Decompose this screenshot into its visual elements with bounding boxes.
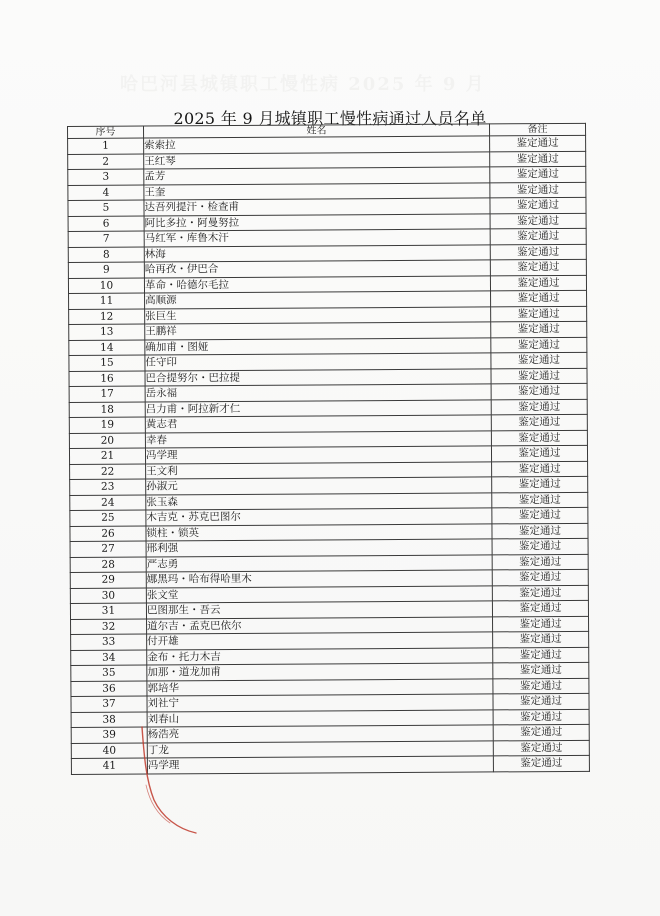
row-note: 鉴定通过 [493,709,589,725]
row-name: 道尔吉・孟克巴依尔 [147,616,493,634]
row-note: 鉴定通过 [491,399,587,415]
row-number: 26 [70,526,146,542]
row-name: 王鹏祥 [145,322,491,340]
row-note: 鉴定通过 [492,569,588,585]
row-name: 王红琴 [144,151,490,169]
row-name: 岳永福 [145,384,491,402]
row-note: 鉴定通过 [493,662,589,678]
row-note: 鉴定通过 [490,275,586,291]
row-number: 24 [70,495,146,511]
row-note: 鉴定通过 [490,151,586,167]
row-number: 25 [70,510,146,526]
row-number: 17 [69,386,145,402]
row-note: 鉴定通过 [493,616,589,632]
row-number: 31 [70,603,146,619]
row-name: 吕力甫・阿拉新才仁 [145,399,491,417]
row-name: 张玉森 [146,492,492,510]
row-note: 鉴定通过 [490,228,586,244]
row-number: 39 [71,727,147,743]
row-note: 鉴定通过 [490,166,586,182]
row-name: 娜黑玛・哈布得哈里木 [146,570,492,588]
row-number: 15 [69,355,145,371]
row-note: 鉴定通过 [491,445,587,461]
row-name: 冯学理 [145,446,491,464]
row-note: 鉴定通过 [491,306,587,322]
document-title: 2025 年 9 月城镇职工慢性病通过人员名单 [173,109,487,128]
row-name: 锁柱・锁英 [146,523,492,541]
row-name: 孟芳 [144,167,490,185]
row-number: 9 [68,262,144,278]
row-name: 高顺源 [145,291,491,309]
row-number: 18 [69,402,145,418]
row-note: 鉴定通过 [491,352,587,368]
signature-mark [140,725,200,835]
row-number: 5 [68,200,144,216]
row-name: 任守印 [145,353,491,371]
row-name: 王奎 [144,182,490,200]
row-number: 20 [69,433,145,449]
row-name: 林海 [144,244,490,262]
row-number: 14 [69,340,145,356]
row-number: 41 [71,758,147,774]
row-name: 阿比多拉・阿曼努拉 [144,213,490,231]
row-name: 哈再孜・伊巴合 [144,260,490,278]
row-name: 马红军・库鲁木汗 [144,229,490,247]
row-note: 鉴定通过 [492,538,588,554]
row-note: 鉴定通过 [492,492,588,508]
row-name: 巴图那生・吾云 [146,601,492,619]
row-note: 鉴定通过 [492,461,588,477]
roster-table [67,123,590,775]
bleed-through-text [120,70,560,94]
row-name: 加那・道龙加甫 [147,663,493,681]
row-number: 19 [69,417,145,433]
row-name: 郭培华 [147,678,493,696]
row-name: 孙淑元 [146,477,492,495]
row-number: 10 [68,278,144,294]
row-number: 22 [70,464,146,480]
row-number: 13 [69,324,145,340]
header-note: 备注 [489,123,585,136]
row-note: 鉴定通过 [492,476,588,492]
row-name: 木吉克・苏克巴图尔 [146,508,492,526]
row-number: 1 [68,138,144,154]
row-number: 29 [70,572,146,588]
row-note: 鉴定通过 [492,523,588,539]
row-name: 冯学理 [147,756,493,774]
row-note: 鉴定通过 [491,321,587,337]
row-name: 黄志君 [145,415,491,433]
row-number: 21 [69,448,145,464]
row-note: 鉴定通过 [490,244,586,260]
row-note: 鉴定通过 [490,197,586,213]
row-number: 35 [71,665,147,681]
row-note: 鉴定通过 [492,585,588,601]
row-name: 巴合提努尔・巴拉提 [145,368,491,386]
row-number: 34 [71,650,147,666]
row-number: 37 [71,696,147,712]
row-name: 杨浩亮 [147,725,493,743]
row-note: 鉴定通过 [493,724,589,740]
row-name: 邢利强 [146,539,492,557]
row-name: 达吾列提汗・检查甫 [144,198,490,216]
row-note: 鉴定通过 [493,678,589,694]
row-name: 金布・托力木吉 [147,647,493,665]
row-name: 张巨生 [145,306,491,324]
row-number: 27 [70,541,146,557]
row-note: 鉴定通过 [493,740,589,756]
header-no: 序号 [68,126,144,138]
row-name: 刘春山 [147,709,493,727]
row-note: 鉴定通过 [492,507,588,523]
header-name: 姓名 [144,124,490,138]
row-number: 36 [71,681,147,697]
row-number: 33 [71,634,147,650]
row-note: 鉴定通过 [491,368,587,384]
row-number: 7 [68,231,144,247]
row-note: 鉴定通过 [493,693,589,709]
row-number: 38 [71,712,147,728]
row-number: 11 [69,293,145,309]
row-number: 30 [70,588,146,604]
row-note: 鉴定通过 [492,554,588,570]
row-name: 幸春 [145,430,491,448]
row-number: 28 [70,557,146,573]
table-body [68,135,590,774]
row-note: 鉴定通过 [490,182,586,198]
row-number: 12 [69,309,145,325]
row-name: 严志勇 [146,554,492,572]
row-name: 革命・哈德尔毛拉 [144,275,490,293]
row-name: 张文堂 [146,585,492,603]
row-number: 8 [68,247,144,263]
row-name: 确加甫・图娅 [145,337,491,355]
row-note: 鉴定通过 [491,383,587,399]
row-number: 16 [69,371,145,387]
row-note: 鉴定通过 [490,259,586,275]
row-name: 刘社宁 [147,694,493,712]
row-number: 2 [68,154,144,170]
row-number: 40 [71,743,147,759]
row-note: 鉴定通过 [490,135,586,151]
row-note: 鉴定通过 [492,600,588,616]
row-name: 丁龙 [147,740,493,758]
row-number: 4 [68,185,144,201]
row-number: 32 [71,619,147,635]
row-name: 付开雄 [147,632,493,650]
row-number: 6 [68,216,144,232]
row-note: 鉴定通过 [493,755,589,771]
row-number: 3 [68,169,144,185]
row-note: 鉴定通过 [491,337,587,353]
row-note: 鉴定通过 [493,631,589,647]
row-note: 鉴定通过 [491,414,587,430]
row-name: 王文利 [146,461,492,479]
row-note: 鉴定通过 [493,647,589,663]
row-note: 鉴定通过 [490,213,586,229]
row-name: 索索拉 [144,136,490,154]
row-note: 鉴定通过 [491,290,587,306]
row-note: 鉴定通过 [491,430,587,446]
row-number: 23 [70,479,146,495]
